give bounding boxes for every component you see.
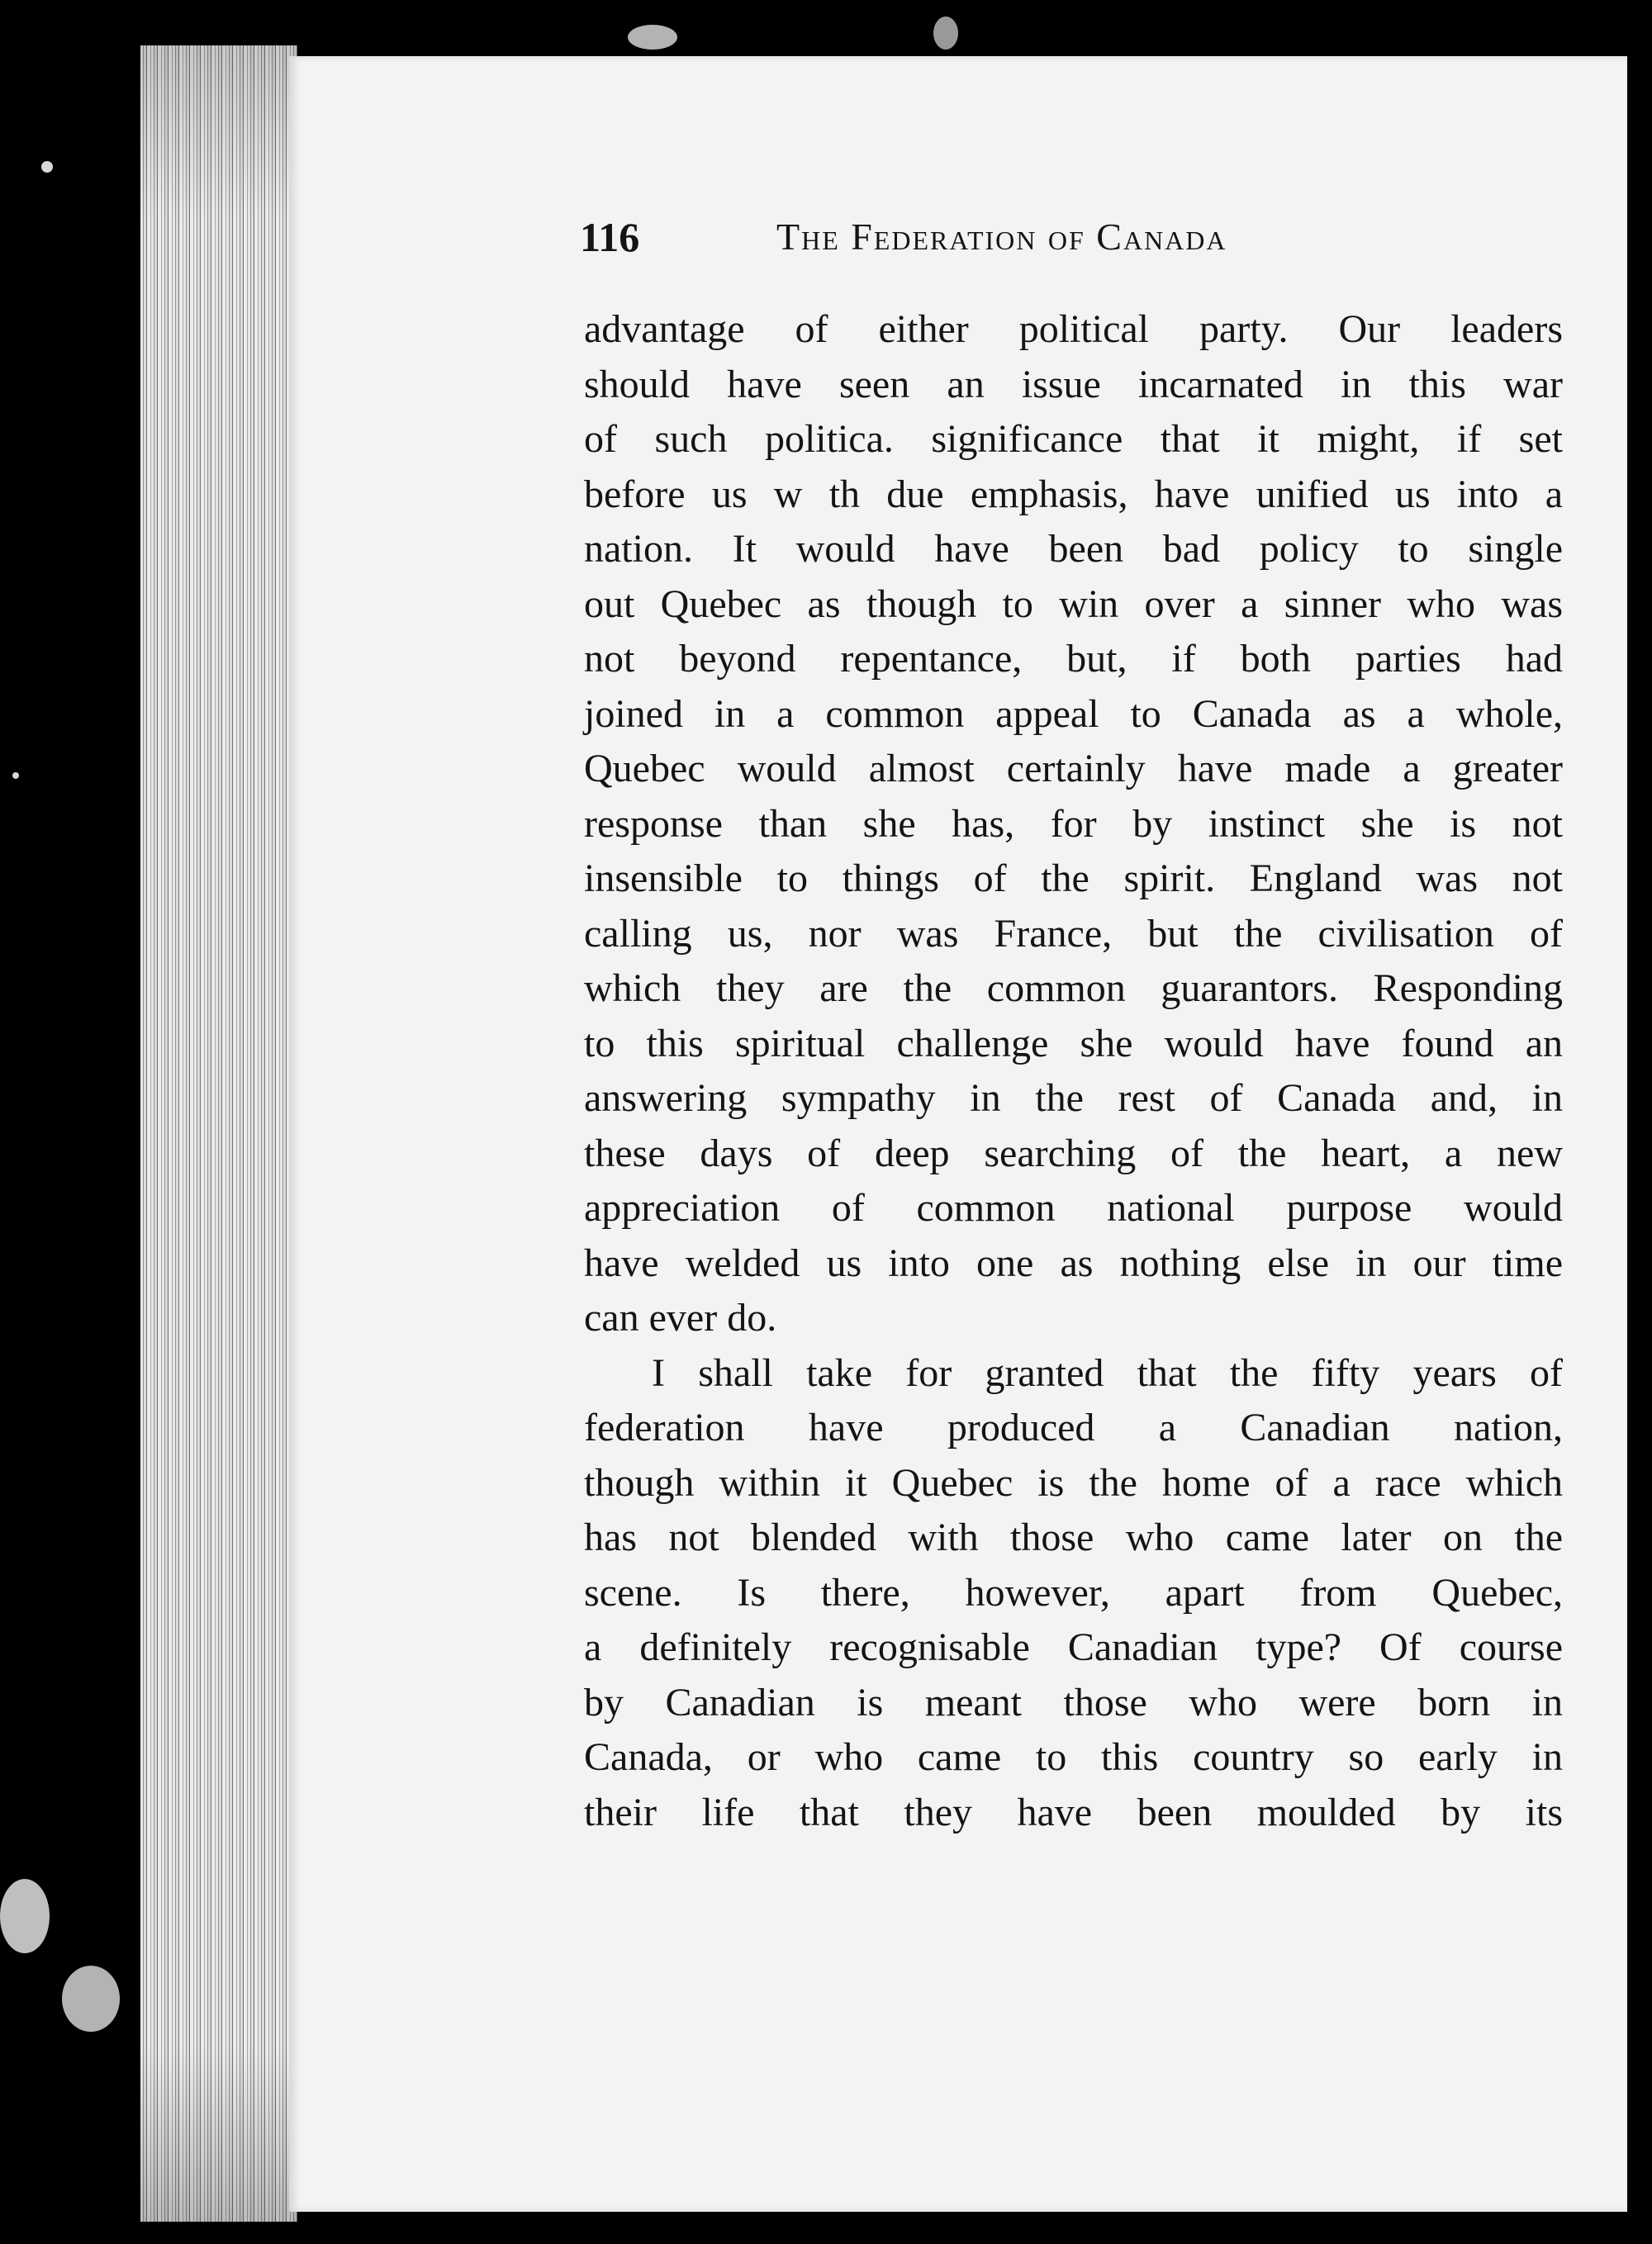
text-line: though within it Quebec is the home of a race which [584, 1460, 1563, 1505]
text-line: of such politica. significance that it might, if set [584, 417, 1563, 461]
text-line: federation have produced a Canadian nation, [584, 1406, 1563, 1449]
text-line: by Canadian is meant those who were born in [584, 1680, 1563, 1725]
paragraph [584, 302, 1563, 1346]
scan-speck [0, 1879, 50, 1953]
text-line: to this spiritual challenge she would have found an [584, 1021, 1563, 1065]
text-line: their life that they have been moulded by its [584, 1790, 1563, 1834]
text-line: Quebec would almost certainly have made a greater [584, 747, 1563, 790]
text-line: out Quebec as though to win over a sinner who was [584, 581, 1563, 626]
scan-speck [41, 161, 53, 173]
running-title: The Federation of Canada [776, 216, 1227, 258]
text-line: scene. Is there, however, apart from Quebec, [584, 1570, 1563, 1615]
text-line: I shall take for granted that the fifty years of [652, 1350, 1563, 1395]
text-line: calling us, nor was France, but the civilisation of [584, 911, 1563, 956]
text-line: nation. It would have been bad policy to single [584, 527, 1563, 571]
page-edges [140, 45, 297, 2222]
text-line: advantage of either political party. Our leaders [584, 307, 1563, 351]
running-header [580, 208, 1406, 266]
text-line: should have seen an issue incarnated in this war [584, 362, 1563, 406]
text-line: joined in a common appeal to Canada as a whole, [584, 691, 1563, 736]
text-line: these days of deep searching of the heart, a new [584, 1131, 1563, 1175]
text-line: have welded us into one as nothing else in our time [584, 1241, 1563, 1285]
scan-speck [933, 17, 958, 50]
scan-speck [62, 1966, 120, 2032]
paragraph [584, 1346, 1563, 1841]
text-line: appreciation of common national purpose would [584, 1186, 1563, 1230]
page-number: 116 [580, 214, 640, 260]
text-line: which they are the common guarantors. Responding [584, 966, 1563, 1010]
text-line: insensible to things of the spirit. England was not [584, 856, 1563, 900]
text-line: can ever do. [584, 1296, 777, 1340]
text-line: a definitely recognisable Canadian type? Of course [584, 1625, 1563, 1669]
scan-speck [628, 25, 677, 50]
scan-speck [12, 772, 19, 779]
text-line: before us w th due emphasis, have unified us into a [584, 472, 1563, 516]
text-line: not beyond repentance, but, if both parties had [584, 637, 1563, 681]
body-text [584, 302, 1563, 1840]
text-line: response than she has, for by instinct she is not [584, 801, 1563, 846]
text-line: has not blended with those who came later on the [584, 1516, 1563, 1559]
text-line: answering sympathy in the rest of Canada and, in [584, 1076, 1563, 1120]
text-line: Canada, or who came to this country so early in [584, 1735, 1563, 1779]
